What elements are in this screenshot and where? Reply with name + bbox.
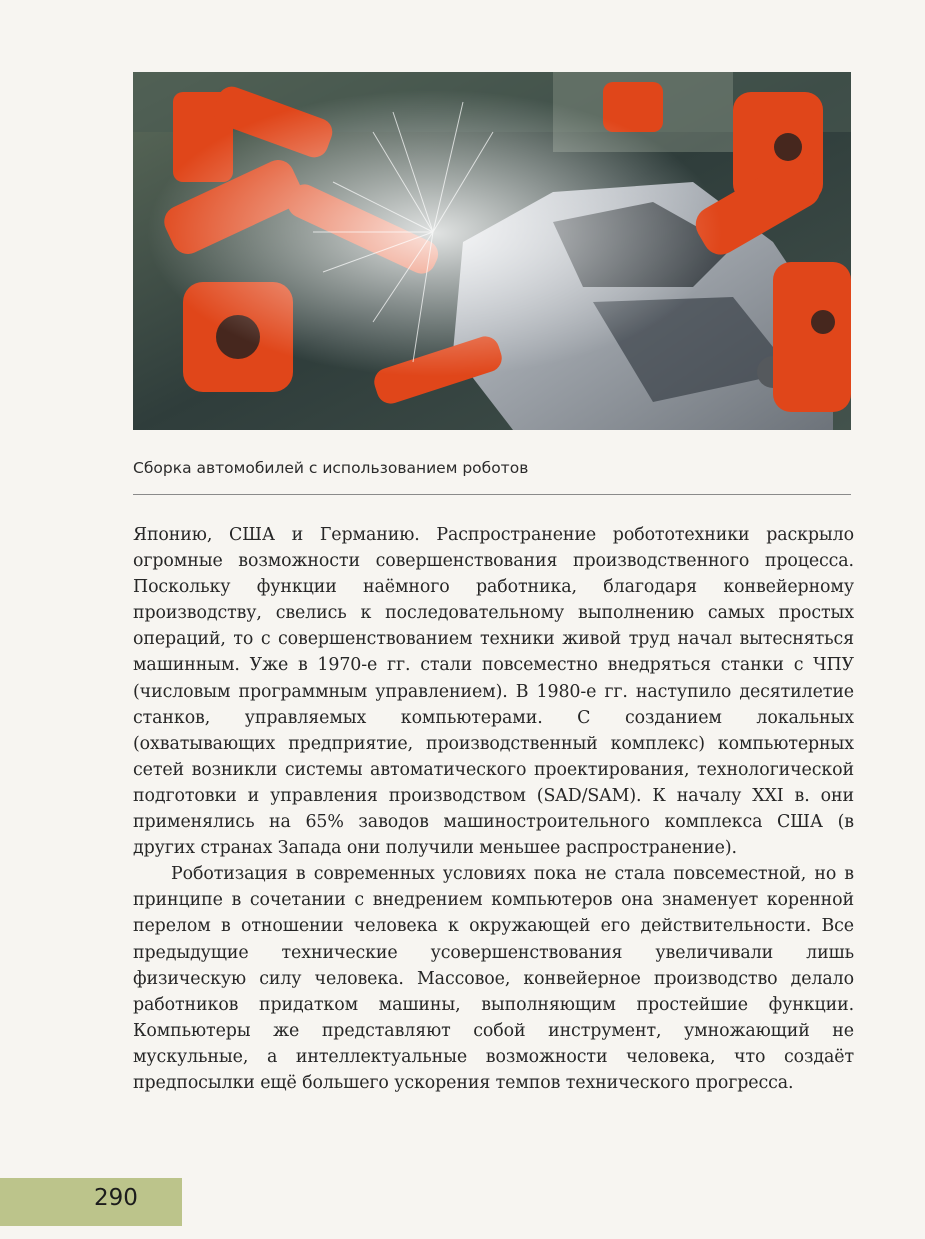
- figure-caption: Сборка автомобилей с использованием роботов: [133, 459, 529, 477]
- caption-divider: [133, 494, 851, 495]
- robot-car-assembly-photo: [133, 72, 851, 430]
- paragraph: Роботизация в современных условиях пока не стала повсеместной, но в принципе в сочетании с внедрением компьютеров она знаменует коренной перелом в отношении человека к окружающей его действительности. Все предыдущие технические усовершенствования увеличивали лишь физическую силу человека. Массовое, конвейерное производство делало работников придатком машины, выполняющим простейшие функции. Компьютеры же представляют собой инструмент, умножающий не мускульные, а интеллектуальные возможности человека, что создаёт предпосылки ещё большего ускорения темпов технического прогресса.: [133, 864, 854, 1093]
- body-text: [133, 522, 854, 1096]
- page-number: 290: [94, 1185, 138, 1211]
- paragraph: Японию, США и Германию. Распространение робототехники раскрыло огромные возможности совершенствования производственного процесса. Поскольку функции наёмного работника, благодаря конвейерному производству, свелись к последовательному выполнению самых простых операций, то с совершенствованием техники живой труд начал вытесняться машинным. Уже в 1970-е гг. стали повсеместно внедряться станки с ЧПУ (числовым программным управлением). В 1980-е гг. наступило десятилетие станков, управляемых компьютерами. С созданием локальных (охватывающих предприятие, производственный комплекс) компьютерных сетей возникли системы автоматического проектирования, технологической подготовки и управления производством (SAD/SAM). К началу XXI в. они применялись на 65% заводов машиностроительного комплекса США (в других странах Запада они получили меньшее распространение).: [133, 525, 854, 859]
- assembly-photo: [133, 72, 851, 430]
